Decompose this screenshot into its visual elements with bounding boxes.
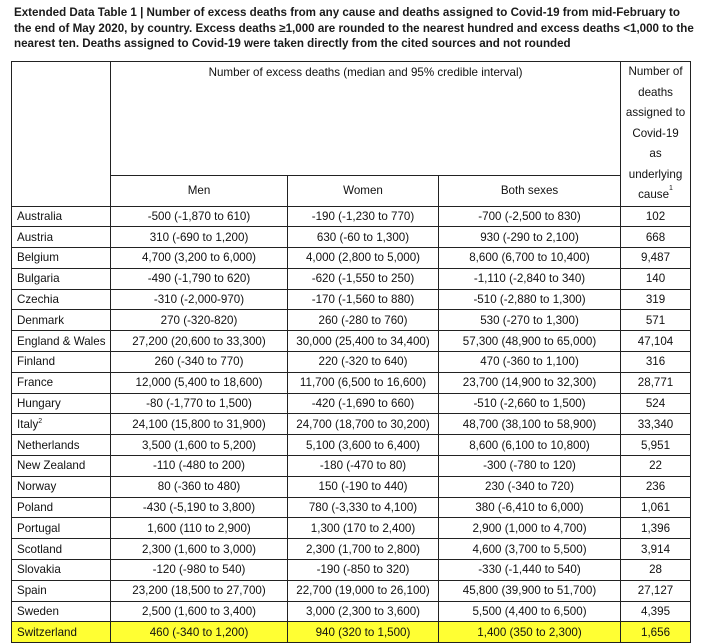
men-cell: 4,700 (3,200 to 6,000) <box>111 248 288 269</box>
both-sexes-cell: 930 (-290 to 2,100) <box>439 227 621 248</box>
table-row <box>12 248 691 269</box>
country-name: Scotland <box>17 542 63 556</box>
covid-deaths-cell: 1,061 <box>621 497 691 518</box>
country-name: Netherlands <box>17 438 80 452</box>
both-sexes-cell: 4,600 (3,700 to 5,500) <box>439 539 621 560</box>
both-sexes-cell: 45,800 (39,900 to 51,700) <box>439 580 621 601</box>
country-cell <box>12 497 111 518</box>
both-sexes-cell: 23,700 (14,900 to 32,300) <box>439 372 621 393</box>
both-sexes-cell: 57,300 (48,900 to 65,000) <box>439 331 621 352</box>
women-cell: -180 (-470 to 80) <box>288 456 439 477</box>
subheader-both-sexes: Both sexes <box>439 175 621 206</box>
country-name: Hungary <box>17 397 61 411</box>
table-row <box>12 414 691 435</box>
table-row <box>12 476 691 497</box>
covid-deaths-cell: 668 <box>621 227 691 248</box>
header-row-top <box>12 62 691 176</box>
group-header: Number of excess deaths (median and 95% credible interval) <box>111 62 621 176</box>
covid-deaths-cell: 28,771 <box>621 372 691 393</box>
country-name: Spain <box>17 584 47 598</box>
country-name: Austria <box>17 230 54 244</box>
caption-separator: | <box>136 6 147 19</box>
table-row <box>12 518 691 539</box>
table-row <box>12 372 691 393</box>
both-sexes-cell: -510 (-2,880 to 1,300) <box>439 289 621 310</box>
country-name: Poland <box>17 501 54 515</box>
excess-deaths-table <box>11 61 691 643</box>
both-sexes-cell: -1,110 (-2,840 to 340) <box>439 268 621 289</box>
both-sexes-cell: 470 (-360 to 1,100) <box>439 352 621 373</box>
country-name: England & Wales <box>17 334 106 348</box>
corner-cell <box>12 62 111 207</box>
men-cell: 460 (-340 to 1,200) <box>111 622 288 643</box>
men-cell: 260 (-340 to 770) <box>111 352 288 373</box>
both-sexes-cell: 2,900 (1,000 to 4,700) <box>439 518 621 539</box>
men-cell: 1,600 (110 to 2,900) <box>111 518 288 539</box>
table-row <box>12 435 691 456</box>
covid-deaths-cell: 1,396 <box>621 518 691 539</box>
covid-deaths-cell: 22 <box>621 456 691 477</box>
women-cell: 2,300 (1,700 to 2,800) <box>288 539 439 560</box>
men-cell: -310 (-2,000-970) <box>111 289 288 310</box>
country-cell <box>12 206 111 227</box>
men-cell: -490 (-1,790 to 620) <box>111 268 288 289</box>
country-cell <box>12 352 111 373</box>
covid-deaths-header-text: Number of deaths assigned to Covid-19 as underlying cause <box>625 65 686 201</box>
country-cell <box>12 372 111 393</box>
covid-deaths-cell: 27,127 <box>621 580 691 601</box>
women-cell: -170 (-1,560 to 880) <box>288 289 439 310</box>
men-cell: 3,500 (1,600 to 5,200) <box>111 435 288 456</box>
table-row <box>12 393 691 414</box>
subheader-men: Men <box>111 175 288 206</box>
covid-deaths-cell: 47,104 <box>621 331 691 352</box>
country-name: Norway <box>17 480 57 494</box>
men-cell: 2,300 (1,600 to 3,000) <box>111 539 288 560</box>
women-cell: -190 (-850 to 320) <box>288 560 439 581</box>
country-cell <box>12 331 111 352</box>
country-name: New Zealand <box>17 459 86 473</box>
both-sexes-cell: 48,700 (38,100 to 58,900) <box>439 414 621 435</box>
country-name: Finland <box>17 355 56 369</box>
covid-deaths-cell: 571 <box>621 310 691 331</box>
country-cell <box>12 414 111 435</box>
country-name: Portugal <box>17 521 61 535</box>
both-sexes-cell: 8,600 (6,700 to 10,400) <box>439 248 621 269</box>
covid-deaths-cell: 524 <box>621 393 691 414</box>
country-cell <box>12 248 111 269</box>
women-cell: 630 (-60 to 1,300) <box>288 227 439 248</box>
both-sexes-cell: 8,600 (6,100 to 10,800) <box>439 435 621 456</box>
country-cell <box>12 227 111 248</box>
women-cell: 1,300 (170 to 2,400) <box>288 518 439 539</box>
covid-deaths-cell: 3,914 <box>621 539 691 560</box>
country-cell <box>12 289 111 310</box>
country-name: Italy <box>17 417 39 431</box>
country-cell <box>12 393 111 414</box>
women-cell: 780 (-3,330 to 4,100) <box>288 497 439 518</box>
table-row <box>12 560 691 581</box>
women-cell: -620 (-1,550 to 250) <box>288 268 439 289</box>
country-name: Switzerland <box>17 625 77 639</box>
country-name: Australia <box>17 209 63 223</box>
country-cell <box>12 580 111 601</box>
table-row <box>12 268 691 289</box>
men-cell: 24,100 (15,800 to 31,900) <box>111 414 288 435</box>
men-cell: 270 (-320-820) <box>111 310 288 331</box>
table-row <box>12 497 691 518</box>
men-cell: -500 (-1,870 to 610) <box>111 206 288 227</box>
both-sexes-cell: 530 (-270 to 1,300) <box>439 310 621 331</box>
table-row <box>12 601 691 622</box>
women-cell: -190 (-1,230 to 770) <box>288 206 439 227</box>
covid-deaths-cell: 140 <box>621 268 691 289</box>
table-caption <box>14 5 694 52</box>
table-row <box>12 580 691 601</box>
header-row-sub <box>12 175 691 206</box>
covid-deaths-cell: 33,340 <box>621 414 691 435</box>
men-cell: 23,200 (18,500 to 27,700) <box>111 580 288 601</box>
country-name: Denmark <box>17 313 65 327</box>
country-cell <box>12 601 111 622</box>
men-cell: 2,500 (1,600 to 3,400) <box>111 601 288 622</box>
country-cell <box>12 476 111 497</box>
women-cell: 150 (-190 to 440) <box>288 476 439 497</box>
country-name: Sweden <box>17 605 59 619</box>
both-sexes-cell: -330 (-1,440 to 540) <box>439 560 621 581</box>
covid-deaths-cell: 1,656 <box>621 622 691 643</box>
covid-deaths-cell: 5,951 <box>621 435 691 456</box>
both-sexes-cell: 5,500 (4,400 to 6,500) <box>439 601 621 622</box>
country-cell <box>12 435 111 456</box>
caption-text: Number of excess deaths from any cause and deaths assigned to Covid-19 from mid-February to the end of May 2020, by country. Excess deaths ≥1,000 are rounded to the nearest hundred and excess deaths <1,000 to the nearest ten. Deaths assigned to Covid-19 were taken directly from the cited sources and not rounded <box>14 6 694 51</box>
country-cell <box>12 539 111 560</box>
men-cell: 310 (-690 to 1,200) <box>111 227 288 248</box>
country-cell <box>12 456 111 477</box>
women-cell: 5,100 (3,600 to 6,400) <box>288 435 439 456</box>
men-cell: -430 (-5,190 to 3,800) <box>111 497 288 518</box>
men-cell: -120 (-980 to 540) <box>111 560 288 581</box>
country-cell <box>12 518 111 539</box>
covid-deaths-cell: 28 <box>621 560 691 581</box>
both-sexes-cell: -700 (-2,500 to 830) <box>439 206 621 227</box>
country-name: Belgium <box>17 251 59 265</box>
covid-deaths-cell: 319 <box>621 289 691 310</box>
caption-label: Extended Data Table 1 <box>14 6 137 19</box>
women-cell: 940 (320 to 1,500) <box>288 622 439 643</box>
covid-deaths-header-sup: 1 <box>669 185 673 192</box>
women-cell: 260 (-280 to 760) <box>288 310 439 331</box>
country-footnote-sup: 2 <box>38 417 43 425</box>
covid-deaths-cell: 9,487 <box>621 248 691 269</box>
men-cell: -110 (-480 to 200) <box>111 456 288 477</box>
covid-deaths-cell: 316 <box>621 352 691 373</box>
men-cell: -80 (-1,770 to 1,500) <box>111 393 288 414</box>
table-row <box>12 331 691 352</box>
table-row <box>12 352 691 373</box>
country-name: Slovakia <box>17 563 61 577</box>
women-cell: 24,700 (18,700 to 30,200) <box>288 414 439 435</box>
country-cell <box>12 560 111 581</box>
table-row <box>12 456 691 477</box>
men-cell: 12,000 (5,400 to 18,600) <box>111 372 288 393</box>
table-row <box>12 206 691 227</box>
country-name: France <box>17 376 54 390</box>
both-sexes-cell: 230 (-340 to 720) <box>439 476 621 497</box>
both-sexes-cell: -300 (-780 to 120) <box>439 456 621 477</box>
covid-deaths-header <box>621 62 691 207</box>
country-name: Bulgaria <box>17 272 60 286</box>
table-row <box>12 289 691 310</box>
table-row <box>12 310 691 331</box>
both-sexes-cell: -510 (-2,660 to 1,500) <box>439 393 621 414</box>
both-sexes-cell: 380 (-6,410 to 6,000) <box>439 497 621 518</box>
men-cell: 27,200 (20,600 to 33,300) <box>111 331 288 352</box>
subheader-women: Women <box>288 175 439 206</box>
country-cell <box>12 310 111 331</box>
women-cell: 3,000 (2,300 to 3,600) <box>288 601 439 622</box>
women-cell: 11,700 (6,500 to 16,600) <box>288 372 439 393</box>
women-cell: 30,000 (25,400 to 34,400) <box>288 331 439 352</box>
table-row <box>12 622 691 643</box>
covid-deaths-cell: 4,395 <box>621 601 691 622</box>
table-row <box>12 227 691 248</box>
both-sexes-cell: 1,400 (350 to 2,300) <box>439 622 621 643</box>
women-cell: -420 (-1,690 to 660) <box>288 393 439 414</box>
table-row <box>12 539 691 560</box>
women-cell: 220 (-320 to 640) <box>288 352 439 373</box>
country-cell <box>12 622 111 643</box>
country-name: Czechia <box>17 293 59 307</box>
women-cell: 4,000 (2,800 to 5,000) <box>288 248 439 269</box>
covid-deaths-cell: 102 <box>621 206 691 227</box>
men-cell: 80 (-360 to 480) <box>111 476 288 497</box>
covid-deaths-cell: 236 <box>621 476 691 497</box>
country-cell <box>12 268 111 289</box>
women-cell: 22,700 (19,000 to 26,100) <box>288 580 439 601</box>
